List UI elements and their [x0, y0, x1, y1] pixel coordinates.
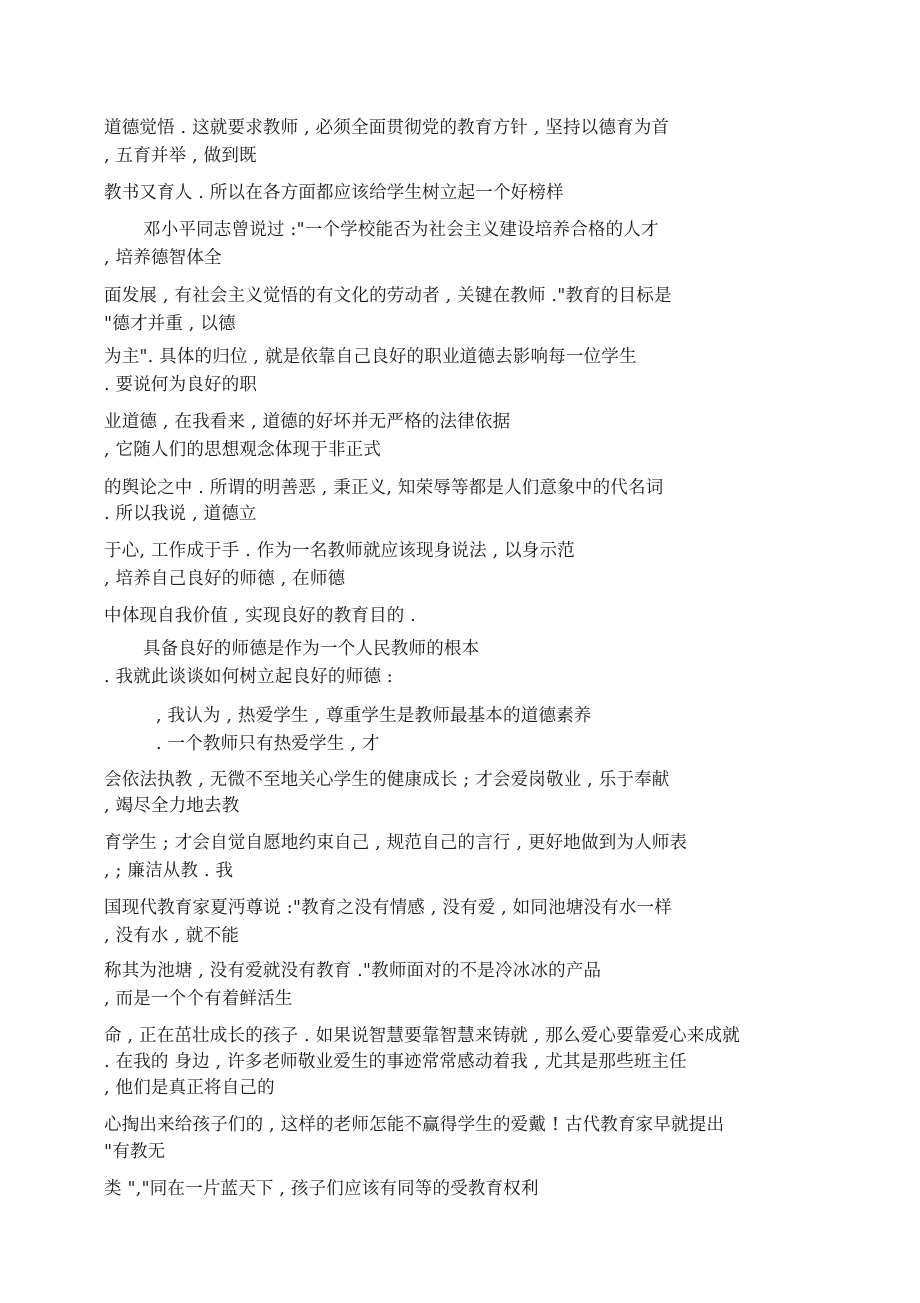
text-line-14: 于心, 工作成于手 . 作为一名教师就应该现身说法 , 以身示范 — [104, 541, 575, 561]
text-line-4: 邓小平同志曾说过 :"一个学校能否为社会主义建设培养合格的人才 — [143, 220, 659, 240]
text-line-15: , 培养自己良好的师德 , 在师德 — [104, 569, 346, 589]
text-line-18: . 我就此谈谈如何树立起良好的师德 : — [104, 667, 393, 687]
text-line-8: 为主". 具体的归位 , 就是依靠自己良好的职业道德去影响每一位学生 — [104, 347, 637, 367]
text-line-7: "德才并重 , 以德 — [104, 314, 236, 334]
text-line-2: , 五育并举 , 做到既 — [104, 146, 257, 166]
text-line-13: . 所以我说 , 道德立 — [104, 504, 257, 524]
text-line-27: 称其为池塘 , 没有爱就没有教育 ."教师面对的不是冷冰冰的产品 — [104, 961, 602, 981]
text-line-1: 道德觉悟 . 这就要求教师 , 必须全面贯彻党的教育方针 , 坚持以德育为首 — [104, 118, 670, 138]
text-line-29: 命 , 正在茁壮成长的孩子 . 如果说智慧要靠智慧来铸就 , 那么爱心要靠爱心来成就 — [104, 1026, 740, 1046]
text-line-32: 心掏出来给孩子们的 , 这样的老师怎能不赢得学生的爱戴 ! 古代教育家早就提出 — [104, 1115, 725, 1135]
text-line-31: , 他们是真正将自己的 — [104, 1078, 275, 1098]
text-line-28: , 而是一个个有着鲜活生 — [104, 989, 293, 1009]
text-line-21: 会依法执教 , 无微不至地关心学生的健康成长 ; 才会爱岗敬业 , 乐于奉献 — [104, 770, 670, 790]
text-line-11: , 它随人们的思想观念体现于非正式 — [104, 440, 382, 460]
text-line-24: , ; 廉洁从教 . 我 — [104, 861, 234, 881]
text-line-19: , 我认为 , 热爱学生 , 尊重学生是教师最基本的道德素养 — [156, 706, 592, 726]
text-line-25: 国现代教育家夏沔尊说 :"教育之没有情感 , 没有爱 , 如同池塘没有水一样 — [104, 898, 672, 918]
text-line-9: . 要说何为良好的职 — [104, 375, 258, 395]
text-line-10: 业道德 , 在我看来 , 道德的好坏并无严格的法律依据 — [104, 412, 511, 432]
text-line-20: . 一个教师只有热爱学生 , 才 — [156, 734, 380, 754]
text-line-12: 的舆论之中 . 所谓的明善恶 , 秉正义, 知荣辱等都是人们意象中的代名词 — [104, 478, 664, 498]
text-line-22: , 竭尽全力地去教 — [104, 796, 240, 816]
text-line-5: , 培养德智体全 — [104, 248, 222, 268]
text-line-6: 面发展 , 有社会主义觉悟的有文化的劳动者 , 关键在教师 ."教育的目标是 — [104, 286, 672, 306]
text-line-3: 教书又育人 . 所以在各方面都应该给学生树立起一个好榜样 — [104, 183, 564, 203]
text-line-23: 育学生 ; 才会自觉自愿地约束自己 , 规范自己的言行 , 更好地做到为人师表 — [104, 833, 688, 853]
text-line-16: 中体现自我价值 , 实现良好的教育目的 . — [104, 606, 417, 626]
text-line-34: 类 ","同在一片蓝天下 , 孩子们应该有同等的受教育权利 — [104, 1179, 539, 1199]
text-line-17: 具备良好的师德是作为一个人民教师的根本 — [143, 639, 480, 659]
text-line-33: "有教无 — [104, 1142, 166, 1162]
text-line-26: , 没有水 , 就不能 — [104, 926, 240, 946]
text-line-30: . 在我的 身边 , 许多老师敬业爱生的事迹常常感动着我 , 尤其是那些班主任 — [104, 1052, 687, 1072]
